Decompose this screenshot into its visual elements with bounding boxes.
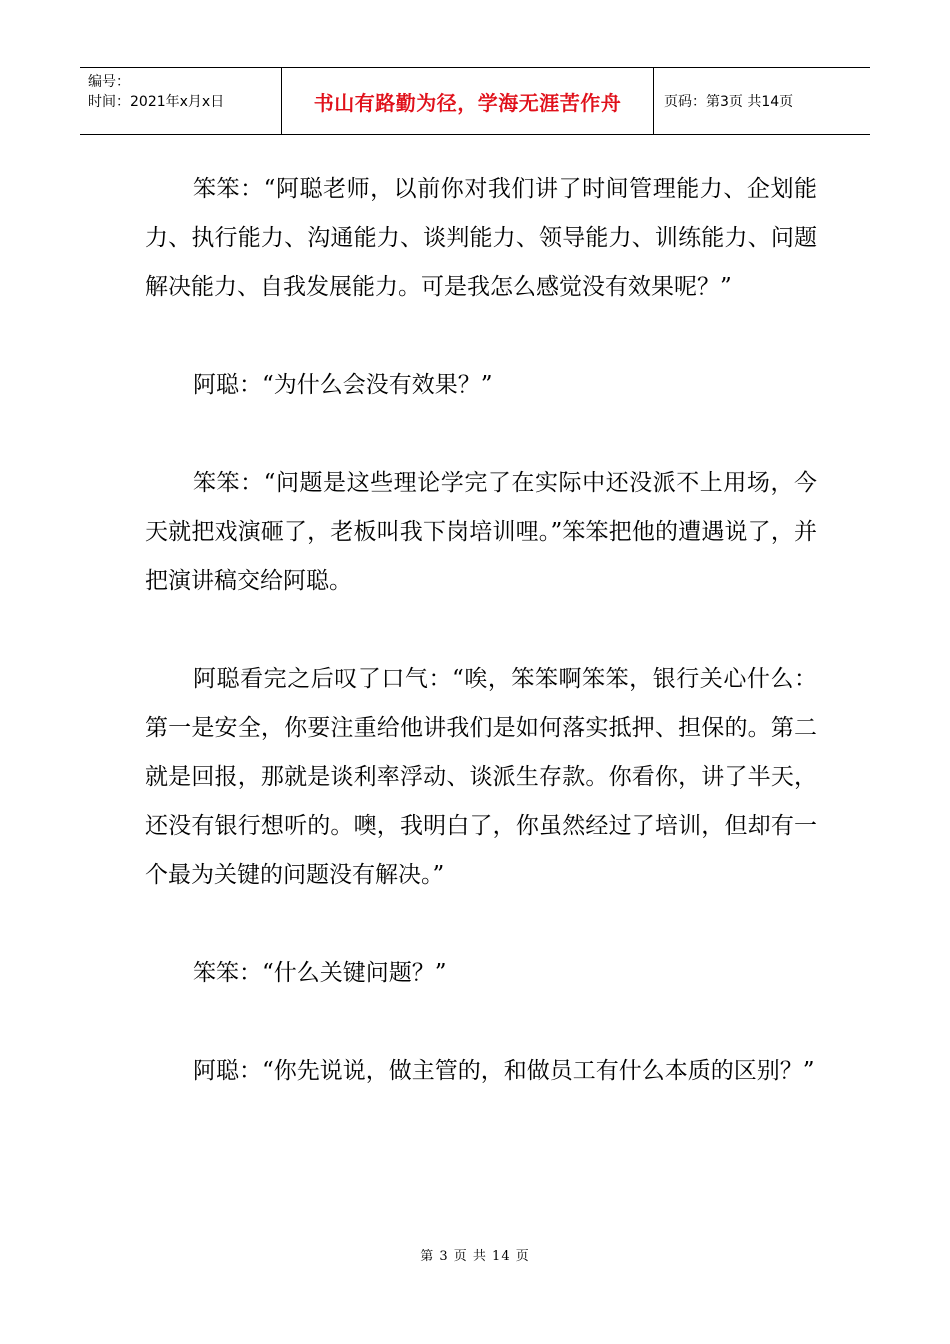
header-meta-cell bbox=[80, 68, 282, 134]
paragraph: 笨笨：“阿聪老师，以前你对我们讲了时间管理能力、企划能力、执行能力、沟通能力、谈判能力、领导能力、训练能力、问题解决能力、自我发展能力。可是我怎么感觉没有效果呢？” bbox=[145, 176, 817, 300]
document-date-label: 时间：2021年x月x日 bbox=[88, 94, 225, 110]
document-number-label: 编号： bbox=[88, 74, 130, 90]
paragraph: 阿聪：“你先说说，做主管的，和做员工有什么本质的区别？” bbox=[193, 1058, 815, 1084]
page-header bbox=[80, 67, 870, 135]
header-motto: 书山有路勤为径，学海无涯苦作舟 bbox=[282, 68, 654, 134]
paragraph: 笨笨：“什么关键问题？” bbox=[193, 960, 447, 986]
header-page-info: 页码：第3页 共14页 bbox=[664, 94, 794, 110]
document-body bbox=[145, 165, 817, 1145]
paragraph: 笨笨：“问题是这些理论学完了在实际中还没派不上用场，今天就把戏演砸了，老板叫我下岗培训哩。”笨笨把他的遭遇说了，并把演讲稿交给阿聪。 bbox=[145, 470, 817, 594]
paragraph: 阿聪看完之后叹了口气：“唉，笨笨啊笨笨，银行关心什么：第一是安全，你要注重给他讲我们是如何落实抵押、担保的。第二就是回报，那就是谈利率浮动、谈派生存款。你看你，讲了半天，还没有银行想听的。噢，我明白了，你虽然经过了培训，但却有一个最为关键的问题没有解决。” bbox=[145, 666, 817, 888]
page-footer: 第 3 页 共 14 页 bbox=[420, 1249, 530, 1264]
paragraph: 阿聪：“为什么会没有效果？” bbox=[193, 372, 493, 398]
